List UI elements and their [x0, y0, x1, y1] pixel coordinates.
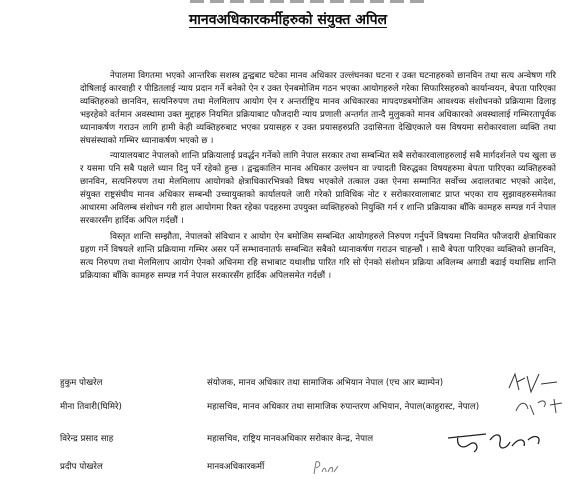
signatory-role: महासचिव, राष्ट्रिय मानवअधिकार सरोकार केन्द्र, नेपाल — [207, 434, 374, 444]
handwritten-note — [312, 458, 340, 478]
signatory-role: महासचिव, मानव अधिकार तथा सामाजिक रुपान्तरण अभियान, नेपाल(काहुरास्ट, नेपाल) — [207, 402, 480, 412]
signatory-name: मीना तिवारी(घिमिरे) — [60, 402, 122, 412]
appeal-body — [80, 70, 556, 286]
signatory-name: विरेन्द्र प्रसाद साह — [60, 434, 114, 444]
signatory-role: संयोजक, मानव अधिकार तथा सामाजिक अभियान नेपाल (एच आर ब्याम्पेन) — [207, 378, 444, 388]
paragraph-2: न्यायालयबाट नेपालको शान्ति प्रक्रियालाई प्रवर्द्धन गर्नेको लागि नेपाल सरकार तथा सम्बन्धित सबै सरोकारवालाहरुलाई सबै मार्गदर्शनले पथ खुला छ र यसमा पनि सबै पक्षले ध्यान दिनु पर्ने रहेको हुन्छ । द्वन्द्वकालिन मानव अधिकार उल्लंघन वा ज्यादती विरुद्धका विषयहरुमा बेपता पारिएका व्यक्तिहरुको छानविन, सत्यनिरुपण तथा मेलमिलाप आयोगको क्षेत्राधिकारभित्रको विषय भएकोले तत्काल उक्त ऐनमा सम्मानित सर्वोच्च अदालतबाट भएको आदेश, संयुक्त राष्ट्रसंघीय मानव अधिकार सम्बन्धी उच्चायुक्तको कार्यालयले जारी गरेको प्राविधिक नोट र सरोकारवालाबाट प्राप्त भएका राय सुझावहरुसमेतका आधारमा अविलम्ब संशोधन गरी हाल आयोगमा रिक्त रहेका पदहरुमा उपयुक्त व्यक्तिहरुको नियुक्ति गर्न र शान्ति प्रक्रियाका बाँकि कामहरु सम्पन्न गर्न नेपाल सरकारसँग हार्दिक अपिल गर्दछौं । — [80, 151, 556, 226]
cut-off-header-line — [190, 0, 430, 3]
signatory-row — [60, 400, 560, 418]
signatory-row — [60, 376, 560, 394]
document-title: मानवअधिकारकर्मीहरुको संयुक्त अपिल — [188, 12, 388, 28]
paragraph-3: विस्तृत शान्ति सम्झौता, नेपालको संविधान र आयोग ऐन बमोजिम सम्बन्धित आयोगहरुले निरुपण गर्नुपर्ने विषयमा नियमित फौजदारी क्षेत्राधिकार ग्रहण गर्ने विषयले शान्ति प्रक्रियामा गम्भिर असर पर्ने सम्भावनातर्फ सम्बन्धित सबैको ध्यानाकर्षण गराउन चाहन्छौं । साथै बेपता पारिएका व्यक्तिको छानविन, सत्य निरुपण तथा मेलमिलाप आयोग ऐनको अधिनमा रहि सभाबाट यथाशीघ्र पारित गरि सो ऐनको संशोधन प्रक्रिया अविलम्ब अगाडी बढाई यथासिघ्र शान्ति प्रक्रियाका बाँकि कामहरु सम्पन्न गर्न नेपाल सरकारसँग हार्दिक अपिलसमेत गर्दछौं । — [80, 231, 556, 281]
signature-3 — [440, 426, 550, 460]
signatory-name: हुकुम पोखरेल — [60, 378, 103, 388]
paragraph-1: नेपालमा विगतमा भएको आन्तरिक सशस्त्र द्वन्द्वबाट घटेका मानव अधिकार उल्लंघनका घटना र उक्त घटनाहरुको छानविन तथा सत्य अन्वेषण गरि दोषिलाई कारवाही र पीडितलाई न्याय प्रदान गर्ने बनेको ऐन र उक्त ऐनबमोजिम गठन भएका आयोगहरुले गरेका सिफारिसहरुको कार्यान्वयन, बेपता पारिएका व्यक्तिहरुको छानविन, सत्यनिरुपण तथा मेलमिलाप आयोग ऐन र अन्तर्राष्ट्रिय मानव अधिकारका मापदण्डबमोजिम आवश्यक संशोधनको प्रक्रियामा ढिलाइ भइरहेको वर्तमान अवस्थामा उक्त मुद्दाहरु नियमित प्रक्रियाबाट फौजदारी न्याय प्रणाली अन्तर्गत तान्दै मुलुकको मानव अधिकारको अवस्थालाई गम्भिरतापूर्वक ध्यानाकर्षण गराउन लागि हामी केही व्यक्तिहरुबाट भएका प्रयासहरु र उक्त प्रयासहरुप्रति उदासिनता देखिएकाले यस विषयमा सरोकारवाला व्यक्ति तथा संघसंस्थाको गम्भिर ध्यानाकर्षण भएको छ । — [80, 71, 556, 146]
signatory-role: मानवअधिकारकर्मी — [207, 462, 265, 472]
signature-1 — [505, 368, 565, 398]
signature-2 — [510, 395, 566, 421]
signatory-row — [60, 460, 560, 478]
signatory-name: प्रदीप पोखरेल — [60, 462, 103, 472]
